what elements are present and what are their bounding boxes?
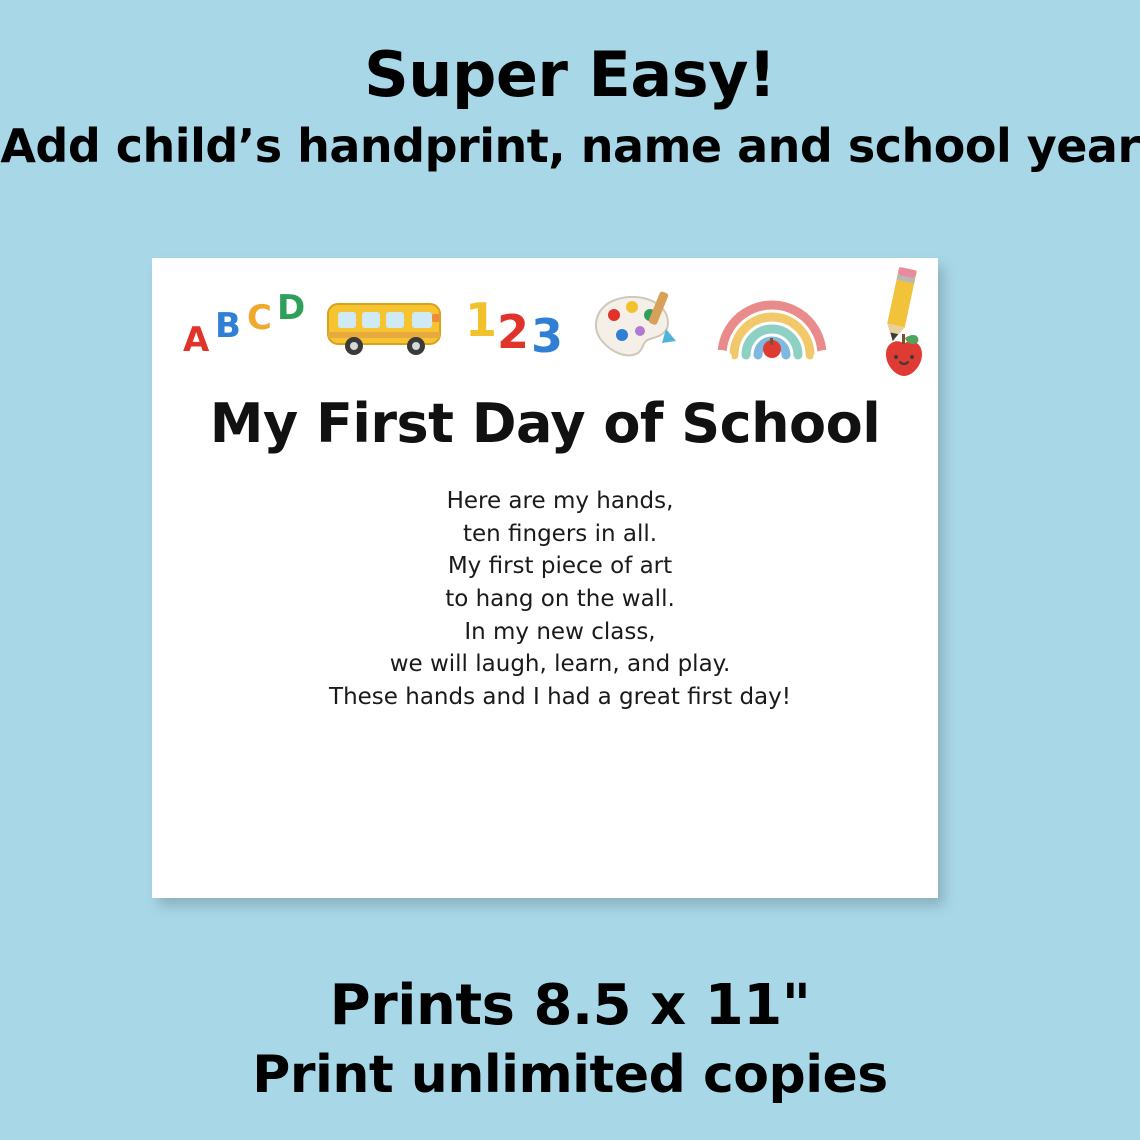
paint-palette-icon <box>582 268 702 388</box>
letter-b: B <box>215 306 241 346</box>
promo-print-copies: Print unlimited copies <box>252 1044 888 1105</box>
number-1: 1 <box>465 293 498 347</box>
printable-sheet <box>152 258 938 898</box>
abcd-letters-icon <box>174 268 314 388</box>
promo-headline: Super Easy! <box>364 38 776 111</box>
poem-line: These hands and I had a great first day! <box>329 683 791 710</box>
poem-line: My first piece of art <box>447 553 673 580</box>
poem-line: we will laugh, learn, and play. <box>389 651 731 678</box>
number-2: 2 <box>497 305 530 359</box>
poem-line: In my new class, <box>464 618 656 645</box>
apple-icon <box>886 334 922 376</box>
bottom-promo-block <box>0 975 1140 1104</box>
poem-line: to hang on the wall. <box>445 585 675 612</box>
poem-block <box>152 485 938 714</box>
letter-c: C <box>247 298 272 338</box>
promo-print-size: Prints 8.5 x 11" <box>329 973 811 1039</box>
school-bus-icon <box>320 268 450 388</box>
top-promo-block <box>0 38 1140 174</box>
numbers-123-icon <box>458 268 578 388</box>
icon-strip <box>170 268 920 398</box>
pencil-icon <box>856 262 946 382</box>
poem-line: Here are my hands, <box>446 488 674 514</box>
rainbow-icon <box>710 268 850 388</box>
sheet-title: My First Day of School <box>209 392 881 455</box>
letter-d: D <box>277 288 306 328</box>
promo-subtitle: Add child’s handprint, name and school year <box>0 119 1140 174</box>
letter-a: A <box>183 320 210 360</box>
poem-line: ten fingers in all. <box>462 520 658 547</box>
number-3: 3 <box>531 309 564 363</box>
